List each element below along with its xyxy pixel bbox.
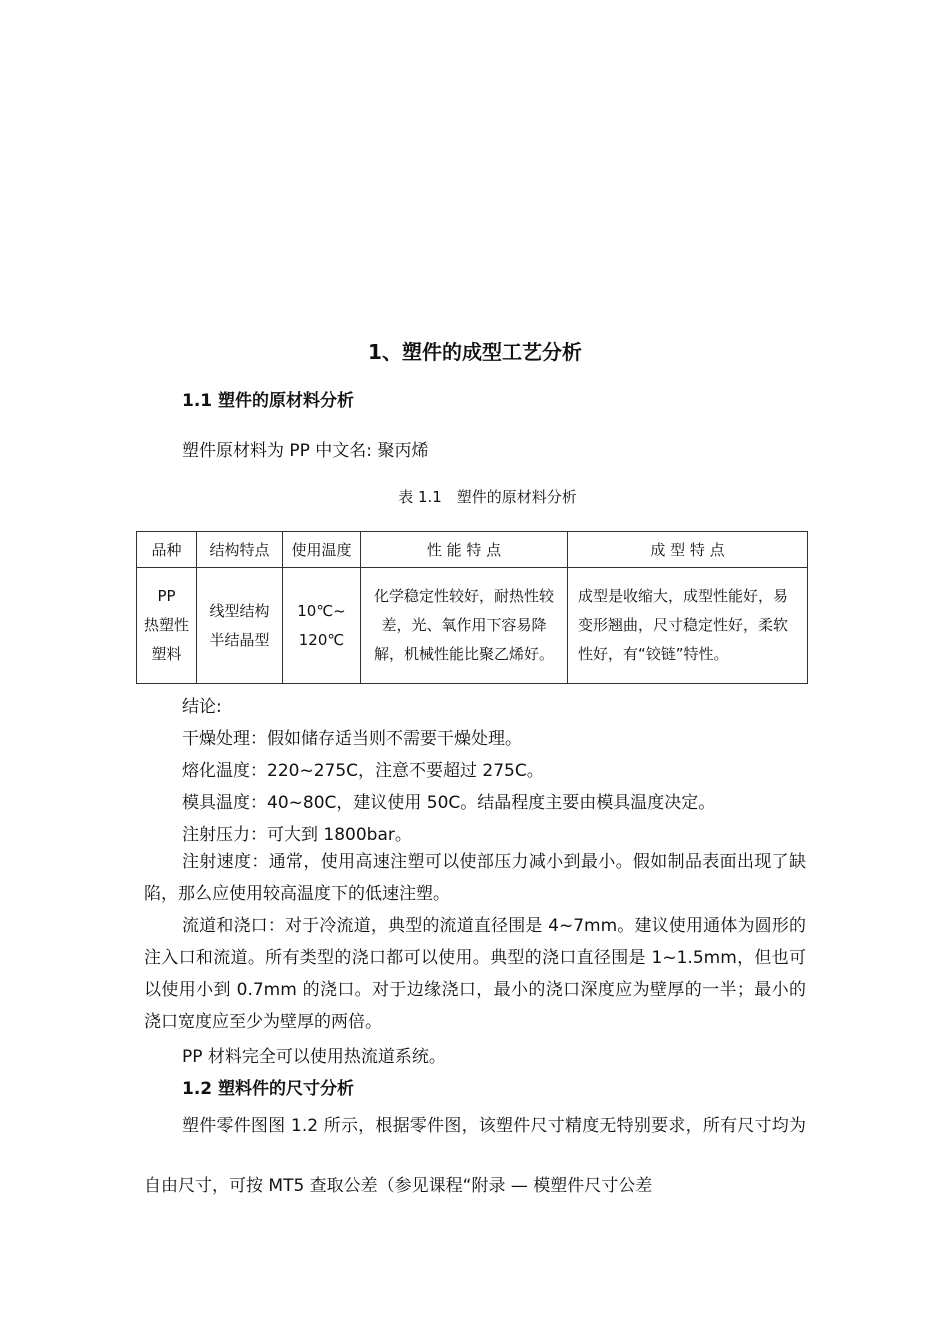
variety-line: 热塑性: [143, 616, 189, 634]
cell-temperature: [283, 568, 361, 684]
material-table: [136, 531, 808, 684]
temperature-line: 10℃~: [297, 601, 346, 620]
material-intro: 塑件原材料为 PP 中文名: 聚丙烯: [182, 441, 429, 461]
section-1-2-title: 1.2 塑料件的尺寸分析: [182, 1079, 355, 1099]
header-temperature: 使用温度: [283, 532, 361, 568]
note-mold-temp: 模具温度：40~80C，建议使用 50C。结晶程度主要由模具温度决定。: [182, 793, 716, 813]
cell-variety: [137, 568, 197, 684]
cell-performance: 化学稳定性较好，耐热性较差，光、氧作用下容易降解，机械性能比聚乙烯好。: [361, 568, 568, 684]
section-1-1-title: 1.1 塑件的原材料分析: [182, 391, 355, 411]
note-runner: 流道和浇口：对于冷流道，典型的流道直径围是 4~7mm。建议使用通体为圆形的注入口和流道。所有类型的浇口都可以使用。典型的浇口直径围是 1~1.5mm，但也可以使用小到 0.7mm 的浇口。对于边缘浇口，最小的浇口深度应为壁厚的一半；最小的浇口宽度应至少为壁厚的两倍。: [144, 916, 806, 1032]
note-drying: 干燥处理：假如储存适当则不需要干燥处理。: [182, 729, 522, 749]
variety-line: PP: [157, 587, 176, 605]
header-variety: 品种: [137, 532, 197, 568]
chapter-heading: 1、塑件的成型工艺分析: [368, 340, 582, 364]
cell-molding: 成型是收缩大，成型性能好，易变形翘曲，尺寸稳定性好，柔软性好，有“铰链”特性。: [568, 568, 808, 684]
note-melt-temp: 熔化温度：220~275C，注意不要超过 275C。: [182, 761, 544, 781]
table-row: [137, 568, 808, 684]
structure-line: 半结晶型: [209, 630, 270, 649]
variety-line: 塑料: [151, 645, 182, 663]
note-speed: 注射速度：通常，使用高速注塑可以使部压力减小到最小。假如制品表面出现了缺陷，那么应使用较高温度下的低速注塑。: [144, 852, 806, 904]
header-performance: 性 能 特 点: [361, 532, 568, 568]
header-molding: 成 型 特 点: [568, 532, 808, 568]
header-structure: 结构特点: [197, 532, 283, 568]
temperature-line: 120℃: [298, 630, 345, 649]
table-header-row: [137, 532, 808, 568]
conclusion-label: 结论:: [182, 697, 222, 717]
note-hot-runner: PP 材料完全可以使用热流道系统。: [182, 1047, 446, 1067]
structure-line: 线型结构: [209, 601, 270, 620]
cell-structure: [197, 568, 283, 684]
size-analysis-text: 塑件零件图图 1.2 所示，根据零件图，该塑件尺寸精度无特别要求，所有尺寸均为自由尺寸，可按 MT5 查取公差（参见课程“附录 — 模塑件尺寸公差: [144, 1116, 806, 1196]
table-caption: 表 1.1 塑件的原材料分析: [398, 488, 577, 506]
note-pressure: 注射压力：可大到 1800bar。: [182, 825, 412, 845]
